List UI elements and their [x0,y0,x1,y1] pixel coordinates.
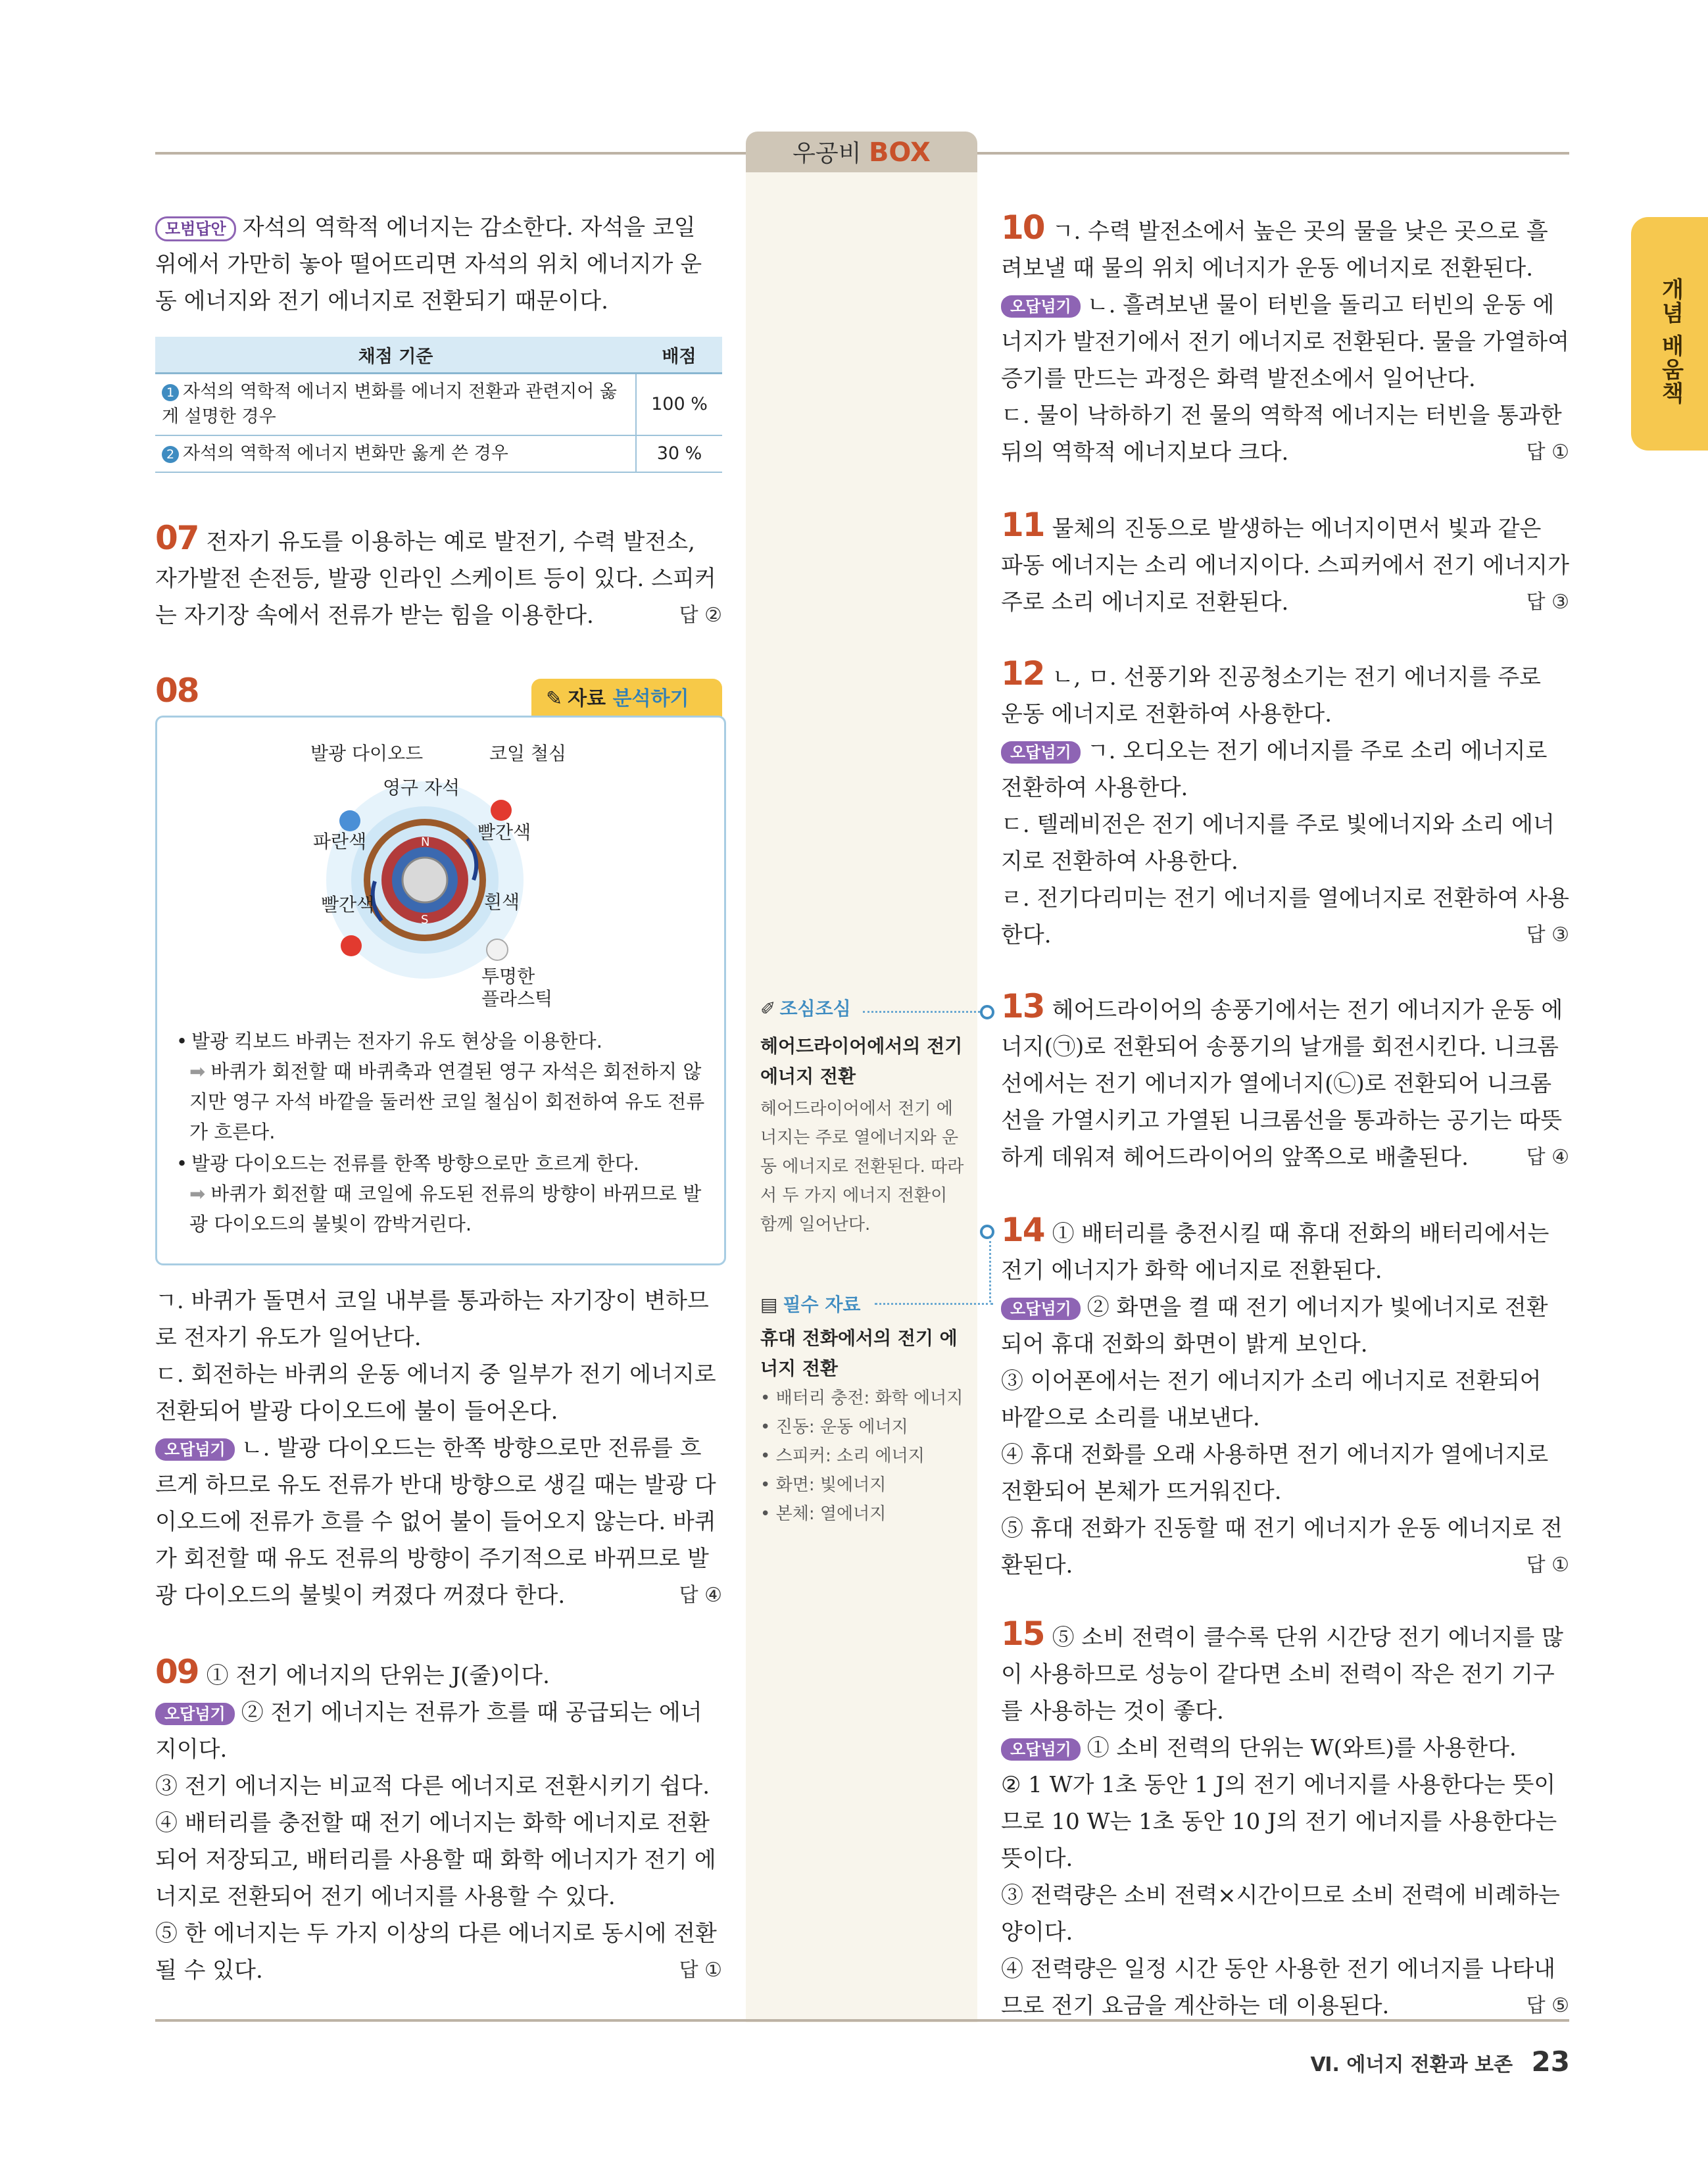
score-cell: 30 % [636,435,722,472]
list-item-text: 배터리 충전: 화학 에너지 [775,1388,964,1408]
paragraph: ㄱ. 바퀴가 돌면서 코일 내부를 통과하는 자기장이 변하므로 전자기 유도가 일어난다. [155,1288,709,1351]
line-text: ① 전기 에너지의 단위는 J(줄)이다. [206,1663,550,1689]
wrong-answer-badge: 오답넘기 [155,1703,235,1725]
question-number: 15 [1001,1615,1044,1653]
arrow-icon: ➡ [189,1183,206,1205]
essential-tag [760,1290,860,1317]
line [1001,733,1569,806]
question-text: 물체의 진동으로 발생하는 에너지이면서 빛과 같은 파동 에너지는 소리 에너지이다. 스피커에서 전기 에너지가 주로 소리 에너지로 전환된다. [1001,516,1569,616]
label-blue: 파란색 [313,831,367,852]
list-item: • 본체: 열에너지 [760,1504,887,1524]
answer-mark: 답 ① [1526,1553,1569,1576]
tag-word: 분석하기 [612,687,689,710]
line-text: ㄱ. 수력 발전소에서 높은 곳의 물을 낮은 곳으로 흘려보낼 때 물의 위치 에너지가 운동 에너지로 전환된다. [1001,218,1548,281]
question-number: 08 [155,672,199,710]
line [155,1653,722,1694]
line: ③ 전기 에너지는 비교적 다른 에너지로 전환시키기 쉽다. [155,1773,710,1799]
question-number: 14 [1001,1211,1044,1249]
line [1001,287,1569,397]
line [1001,1615,1569,1730]
figure-note [189,1056,709,1147]
list-item-text: 스피커: 소리 에너지 [775,1446,925,1466]
answer-mark: 답 ② [679,604,722,627]
line: ㄷ. 텔레비전은 전기 에너지를 주로 빛에너지와 소리 에너지로 전환하여 사용한다. [1001,812,1555,875]
bullet-icon: • [176,1030,188,1052]
line-text: ㄹ. 전기다리미는 전기 에너지를 열에너지로 전환하여 사용한다. [1001,885,1569,948]
white-led [487,939,508,960]
note-text: 발광 킥보드 바퀴는 전자기 유도 현상을 이용한다. [191,1030,602,1052]
list-item: • 스피커: 소리 에너지 [760,1446,925,1466]
line [1001,209,1569,287]
answer-mark: 답 ④ [679,1584,722,1607]
table-cell [155,435,636,472]
line [155,1694,722,1768]
line-text: ⑤ 휴대 전화가 진동할 때 전기 에너지가 운동 에너지로 전환된다. [1001,1515,1563,1578]
question-text: 헤어드라이어의 송풍기에서는 전기 에너지가 운동 에너지(㉠)로 전환되어 송풍기의 날개를 회전시킨다. 니크롬선에서는 전기 에너지가 열에너지(㉡)로 전환되어 니크롬선을 가열시키고 가열된 니크롬선을 통과하는 공기는 따뜻하게 데워져 헤어드라이어의 앞쪽으로 배출된다. [1001,997,1563,1171]
note-text: 바퀴가 회전할 때 바퀴축과 연결된 영구 자석은 회전하지 않지만 영구 자석 바깥을 둘러싼 코일 철심이 회전하여 유도 전류가 흐른다. [189,1060,705,1143]
caution-tag [760,994,851,1021]
question-number: 11 [1001,506,1044,544]
label-white: 흰색 [484,891,520,913]
line-text: ㄱ. 오디오는 전기 에너지를 주로 소리 에너지로 전환하여 사용한다. [1001,738,1548,801]
list-item-text: 본체: 열에너지 [775,1504,887,1524]
line: ③ 전력량은 소비 전력×시간이므로 소비 전력에 비례하는 양이다. [1001,1882,1560,1945]
question-number: 07 [155,519,199,557]
number-icon: 2 [162,446,179,463]
line-text: ⑤ 소비 전력이 클수록 단위 시간당 전기 에너지를 많이 사용하므로 성능이 같다면 소비 전력이 작은 전기 기구를 사용하는 것이 좋다. [1001,1625,1563,1724]
line-text: ④ 전력량은 일정 시간 동안 사용한 전기 에너지를 나타내므로 전기 요금을 계산하는 데 이용된다. [1001,1956,1556,2019]
pin-icon: ✐ [760,998,776,1019]
figure-note [176,1148,709,1179]
answer-mark: 답 ③ [1526,923,1569,946]
question-11 [1001,506,1569,621]
essential-list [760,1384,971,1528]
essential-tag-label: 필수 자료 [783,1294,861,1315]
connector-dot [980,1225,994,1239]
footer-chapter: Ⅵ. 에너지 전환과 보존 [1310,2053,1513,2076]
line [1001,1289,1569,1363]
connector-dot [980,1005,994,1019]
line [155,1915,722,1989]
table-header: 배점 [636,337,722,374]
line [1001,1211,1569,1289]
table-header: 채점 기준 [155,337,636,374]
line: ④ 휴대 전화를 오래 사용하면 전기 에너지가 열에너지로 전환되어 본체가 뜨거워진다. [1001,1442,1549,1505]
number-icon: 1 [162,384,179,401]
header-box-word: BOX [868,137,931,168]
line-text: ② 화면을 켤 때 전기 에너지가 빛에너지로 전환되어 휴대 전화의 화면이 밝게 보인다. [1001,1294,1548,1357]
leader-line-vertical [989,1236,991,1302]
answer-mark: 답 ⑤ [1526,1994,1569,2017]
question-13 [1001,988,1569,1176]
table-row [155,435,722,472]
line [1001,655,1569,733]
label-plastic: 투명한 플라스틱 [481,965,553,1010]
footer [1311,2045,1570,2078]
line-text: ㄴ. 흘려보낸 물이 터빈을 돌리고 터빈의 운동 에너지가 발전기에서 전기 에너지로 전환된다. 물을 가열하여 증기를 만드는 과정은 화력 발전소에서 일어난다. [1001,292,1569,392]
wrong-answer-badge: 오답넘기 [1001,1738,1081,1761]
arrow-icon: ➡ [189,1060,206,1083]
table-cell [155,374,636,436]
answer-mark: 답 ③ [1526,591,1569,614]
wrong-answer-badge: 오답넘기 [1001,741,1081,764]
line: ④ 배터리를 충전할 때 전기 에너지는 화학 에너지로 전환되어 저장되고, 배터리를 사용할 때 화학 에너지가 전기 에너지로 전환되어 전기 에너지를 사용할 수 있다. [155,1810,716,1910]
question-14 [1001,1211,1569,1584]
figure-note [189,1179,709,1239]
line [1001,1510,1569,1584]
axle [403,858,447,902]
list-item: • 배터리 충전: 화학 에너지 [760,1388,964,1408]
paragraph: ㄷ. 회전하는 바퀴의 운동 에너지 중 일부가 전기 에너지로 전환되어 발광 다이오드에 불이 들어온다. [155,1361,716,1425]
caution-body: 헤어드라이어에서 전기 에너지는 주로 열에너지와 운동 에너지로 전환된다. 따라서 두 가지 에너지 전환이 함께 일어난다. [760,1099,964,1234]
line-text: ㄴ, ㅁ. 선풍기와 진공청소기는 전기 에너지를 주로 운동 에너지로 전환하여 사용한다. [1001,664,1541,727]
data-analysis-tag [531,679,722,720]
scoring-table [155,337,722,473]
line [1001,880,1569,954]
figure-note [176,1026,709,1056]
question-07 [155,520,722,634]
label-magnet: 영구 자석 [383,777,460,798]
line: ③ 이어폰에서는 전기 에너지가 소리 에너지로 전환되어 바깥으로 소리를 내보낸다. [1001,1368,1542,1431]
pencil-icon: ✎ [546,687,563,710]
label-red-top: 빨간색 [477,821,531,843]
question-15 [1001,1615,1569,2024]
side-tab[interactable] [1631,217,1708,451]
answer-mark: 답 ④ [1526,1146,1569,1169]
line-text: ⑤ 한 에너지는 두 가지 이상의 다른 에너지로 동시에 전환될 수 있다. [155,1920,717,1984]
question-10 [1001,209,1569,471]
question-number: 10 [1001,208,1044,247]
list-item: • 화면: 빛에너지 [760,1475,887,1495]
model-answer-text: 자석의 역학적 에너지는 감소한다. 자석을 코일 위에서 가만히 놓아 떨어뜨리면 자석의 위치 에너지가 운동 에너지와 전기 에너지로 전환되기 때문이다. [155,214,702,314]
line-text: ① 배터리를 충전시킬 때 휴대 전화의 배터리에서는 전기 에너지가 화학 에너지로 전환된다. [1001,1221,1549,1284]
list-item-text: 진동: 운동 에너지 [775,1417,908,1437]
table-header-row [155,337,722,374]
paragraph-text: ㄴ. 발광 다이오드는 한쪽 방향으로만 전류를 흐르게 하므로 유도 전류가 반대 방향으로 생길 때는 발광 다이오드에 전류가 흐를 수 없어 불이 들어오지 않는다. 바퀴가 회전할 때 유도 전류의 방향이 주기적으로 바뀌므로 발광 다이오드의 불빛이 켜졌다 꺼졌다 한다. [155,1435,716,1609]
question-number: 12 [1001,654,1044,693]
question-09 [155,1653,722,1989]
leader-line [875,1303,993,1305]
note-text: 발광 다이오드는 전류를 한쪽 방향으로만 흐르게 한다. [191,1152,639,1175]
line: ② 1 W가 1초 동안 1 J의 전기 에너지를 사용한다는 뜻이므로 10 W는 1초 동안 10 J의 전기 에너지를 사용한다는 뜻이다. [1001,1772,1557,1872]
answer-mark: 답 ① [1526,441,1569,464]
line-text: ㄷ. 물이 낙하하기 전 물의 역학적 에너지는 터빈을 통과한 뒤의 역학적 에너지보다 크다. [1001,403,1562,466]
line [1001,397,1569,471]
question-08-number [155,672,207,713]
question-number: 13 [1001,987,1044,1025]
line [1001,1730,1569,1767]
answer-mark: 답 ① [679,1959,722,1982]
label-coil: 코일 철심 [489,743,567,764]
wrong-answer-badge: 오답넘기 [1001,295,1081,318]
paragraph [155,1430,722,1614]
side-tab-label: 개념 배움책 [1657,278,1684,405]
magnet-n-label: N [421,835,430,849]
header-box-prefix: 우공비 [793,140,862,167]
tag-prefix: 자료 [568,687,606,710]
list-item-text: 화면: 빛에너지 [775,1475,887,1495]
model-answer [155,209,722,320]
score-cell: 100 % [636,374,722,436]
caution-title: 헤어드라이어에서의 전기 에너지 전환 [760,1035,963,1087]
model-answer-badge: 모범답안 [155,216,236,241]
page-number: 23 [1531,2045,1570,2078]
question-text: 전자기 유도를 이용하는 예로 발전기, 수력 발전소, 자가발전 손전등, 발광 인라인 스케이트 등이 있다. 스피커는 자기장 속에서 전류가 받는 힘을 이용한다. [155,529,716,629]
line-text: ① 소비 전력의 단위는 W(와트)를 사용한다. [1086,1735,1517,1761]
magnet-s-label: S [421,913,429,927]
list-item: • 진동: 운동 에너지 [760,1417,908,1437]
label-red-bottom: 빨간색 [321,894,375,916]
label-led: 발광 다이오드 [310,743,424,764]
question-08-body [155,1283,722,1614]
red-led-bottom [341,935,362,956]
table-row [155,374,722,436]
wrong-answer-badge: 오답넘기 [1001,1298,1081,1320]
clipboard-icon: ▤ [760,1294,778,1315]
criterion-text: 자석의 역학적 에너지 변화만 옳게 쓴 경우 [183,443,508,464]
caution-tag-label: 조심조심 [779,998,851,1019]
note-text: 바퀴가 회전할 때 코일에 유도된 전류의 방향이 바뀌므로 발광 다이오드의 불빛이 깜박거린다. [189,1183,702,1235]
bullet-icon: • [176,1152,188,1175]
essential-title: 휴대 전화에서의 전기 에너지 전환 [760,1327,958,1379]
line [1001,1951,1569,2024]
question-number: 09 [155,1653,199,1691]
question-12 [1001,655,1569,954]
header-box-tab [746,132,977,172]
line-text: ② 전기 에너지는 전류가 흐를 때 공급되는 에너지이다. [155,1699,702,1763]
leader-line [863,1011,980,1013]
criterion-text: 자석의 역학적 에너지 변화를 에너지 전환과 관련지어 옳게 설명한 경우 [162,381,617,427]
wrong-answer-badge: 오답넘기 [155,1438,235,1461]
